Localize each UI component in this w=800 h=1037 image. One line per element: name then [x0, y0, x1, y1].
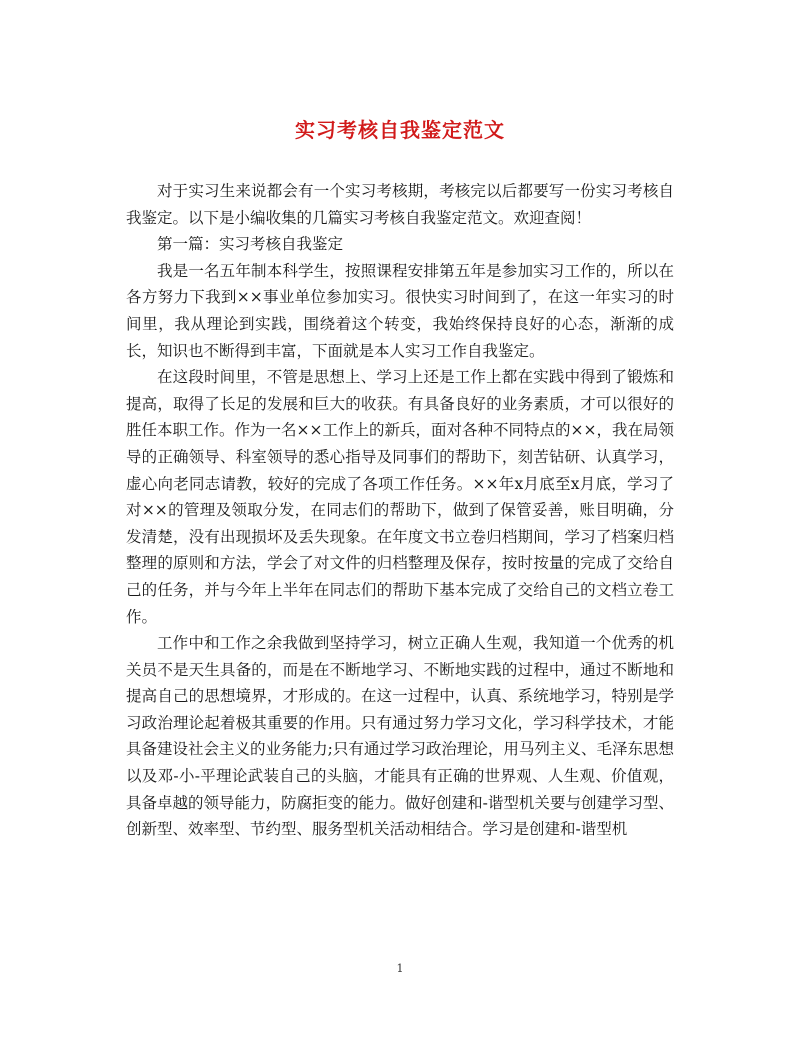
body-paragraph-3: 工作中和工作之余我做到坚持学习，树立正确人生观，我知道一个优秀的机关员不是天生具备的，而是在不断地学习、不断地实践的过程中，通过不断地和提高自己的思想境界，才形成的。在这一过程中，认真、系统地学习，特别是学习政治理论起着极其重要的作用。只有通过努力学习文化，学习科学技术，才能具备建设社会主义的业务能力;只有通过学习政治理论，用马列主义、毛泽东思想以及邓-小-平理论武装自己的头脑，才能具有正确的世界观、人生观、价值观，具备卓越的领导能力，防腐拒变的能力。做好创建和-谐型机关要与创建学习型、创新型、效率型、节约型、服务型机关活动相结合。学习是创建和-谐型机	[126, 634, 674, 839]
document-title: 实习考核自我鉴定范文	[295, 118, 505, 142]
body-paragraph-2: 在这段时间里，不管是思想上、学习上还是工作上都在实践中得到了锻炼和提高，取得了长足的发展和巨大的收获。有具备良好的业务素质，才可以很好的胜任本职工作。作为一名××工作上的新兵，面对各种不同特点的××，我在局领导的正确领导、科室领导的悉心指导及同事们的帮助下，刻苦钻研、认真学习，虚心向老同志请教，较好的完成了各项工作任务。××年x月底至x月底，学习了对××的管理及领取分发，在同志们的帮助下，做到了保管妥善，账目明确，分发清楚，没有出现损坏及丢失现象。在年度文书立卷归档期间，学习了档案归档整理的原则和方法，学会了对文件的归档整理及保存，按时按量的完成了交给自己的任务，并与今年上半年在同志们的帮助下基本完成了交给自己的文档立卷工作。	[126, 368, 674, 626]
body-paragraph-1: 我是一名五年制本科学生，按照课程安排第五年是参加实习工作的，所以在各方努力下我到××事业单位参加实习。很快实习时间到了，在这一年实习的时间里，我从理论到实践，围绕着这个转变，我始终保持良好的心态，渐渐的成长，知识也不断得到丰富，下面就是本人实习工作自我鉴定。	[126, 261, 674, 360]
page-number: 1	[396, 962, 404, 975]
intro-paragraph: 对于实习生来说都会有一个实习考核期，考核完以后都要写一份实习考核自我鉴定。以下是小编收集的几篇实习考核自我鉴定范文。欢迎查阅！	[126, 182, 674, 227]
section-heading: 第一篇：实习考核自我鉴定	[157, 235, 344, 254]
document-body	[126, 178, 674, 843]
